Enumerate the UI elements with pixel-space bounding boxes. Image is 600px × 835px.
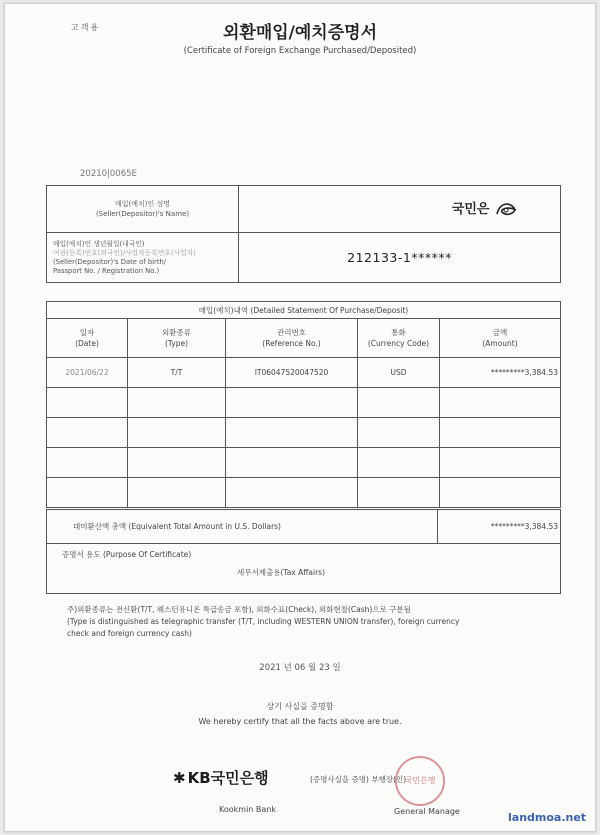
column-header-en: (Type) <box>164 339 189 348</box>
column-header-ko: 통화 <box>391 328 406 337</box>
seller-id-label-line: Passport No. / Registration No.) <box>53 266 160 275</box>
certification-label: (증명사실을 증명) 부행장(인) <box>310 775 407 784</box>
bank-name-ko: KB국민은행 <box>187 769 269 787</box>
certificate-page <box>4 3 596 832</box>
total-label: 대미환산액 총액 (Equivalent Total Amount in U.S. Dollars) <box>47 510 438 544</box>
column-header-amount <box>440 319 561 358</box>
column-header-en: (Amount) <box>482 339 518 348</box>
column-header-ko: 일자 <box>79 328 95 337</box>
seller-name-cell <box>239 186 561 233</box>
seller-name-label-ko: 매입(예치)인 성명 <box>114 200 171 208</box>
kb-logo <box>173 767 269 788</box>
detail-table <box>46 301 561 508</box>
copy-label: 고객용 <box>71 23 101 32</box>
type-note-line: 주)외환종류는 전신환(T/T, 웨스턴유니온 특급송금 포함), 외화수표(Check), 외화현찰(Cash)으로 구분됨 <box>67 605 411 614</box>
column-header-en: (Reference No.) <box>262 339 321 348</box>
seal-text: 국민은행 <box>404 776 436 785</box>
column-header-ko: 관리번호 <box>277 328 306 337</box>
signature-mark <box>494 200 520 220</box>
seller-info-table <box>46 185 561 283</box>
cell-amount: *********3,384.53 <box>440 358 561 388</box>
certify-statement-ko: 상기 사실을 증명함 <box>266 702 334 711</box>
detail-caption: 매입(예치)내역 (Detailed Statement Of Purchase/Deposit) <box>47 302 561 319</box>
bank-name-en: Kookmin Bank <box>219 805 276 814</box>
kb-star-icon: ✱ <box>173 769 186 787</box>
table-row <box>47 358 561 388</box>
cell-currency: USD <box>358 358 440 388</box>
cell-type: T/T <box>128 358 226 388</box>
summary-table <box>46 509 561 594</box>
seller-id-label-cell <box>47 233 239 283</box>
column-header-reference <box>226 319 358 358</box>
type-note-line: (Type is distinguished as telegraphic transfer (T/T, including WESTERN UNION transfer), foreign currency <box>67 617 460 626</box>
total-value: *********3,384.53 <box>438 510 561 544</box>
cell-reference: IT06047520047520 <box>226 358 358 388</box>
seller-id-cell <box>239 233 561 283</box>
column-header-ko: 금액 <box>492 328 508 337</box>
certify-statement-en: We hereby certify that all the facts above are true. <box>198 717 402 726</box>
document-title: 외환매입/예치증명서 <box>222 23 377 43</box>
general-manager-label: General Manage <box>394 807 460 816</box>
column-header-type <box>128 319 226 358</box>
type-note-line: check and foreign currency cash) <box>67 629 192 638</box>
seller-id-value: 212133-1****** <box>347 250 452 265</box>
official-seal-icon <box>395 756 445 806</box>
type-note <box>67 604 547 640</box>
cell-date: 2021/06/22 <box>47 358 128 388</box>
purpose-label: 증명서 용도 (Purpose Of Certificate) <box>62 550 192 559</box>
seller-id-label-line: (Seller(Depositor)'s Date of birth/ <box>53 257 167 266</box>
seller-name-label-cell <box>47 186 239 233</box>
seller-name-label-en: (Seller(Depositor)'s Name) <box>95 210 190 218</box>
column-header-en: (Date) <box>75 339 99 348</box>
column-header-en: (Currency Code) <box>367 339 430 348</box>
seller-id-label-line: 여권(등록)번호(외국인)/사업자등록번호(사업자) <box>53 248 196 257</box>
document-number: 20210|0065E <box>80 169 137 179</box>
seller-id-label-line: 매입(예치)인 생년월일(내국인) <box>53 239 145 248</box>
table-row-empty <box>47 478 561 508</box>
purpose-value: 세무서제출용(Tax Affairs) <box>236 568 326 577</box>
table-row-empty <box>47 388 561 418</box>
table-row-empty <box>47 418 561 448</box>
column-header-ko: 외환종류 <box>162 328 191 337</box>
issue-date: 2021 년 06 월 23 일 <box>259 663 341 673</box>
column-header-currency <box>358 319 440 358</box>
purpose-cell <box>47 544 561 594</box>
table-row-empty <box>47 448 561 478</box>
watermark: landmoa.net <box>508 811 587 824</box>
document-subtitle: (Certificate of Foreign Exchange Purchased/Deposited) <box>183 46 417 56</box>
seller-name-value: 국민은 <box>451 202 490 218</box>
column-header-date <box>47 319 128 358</box>
